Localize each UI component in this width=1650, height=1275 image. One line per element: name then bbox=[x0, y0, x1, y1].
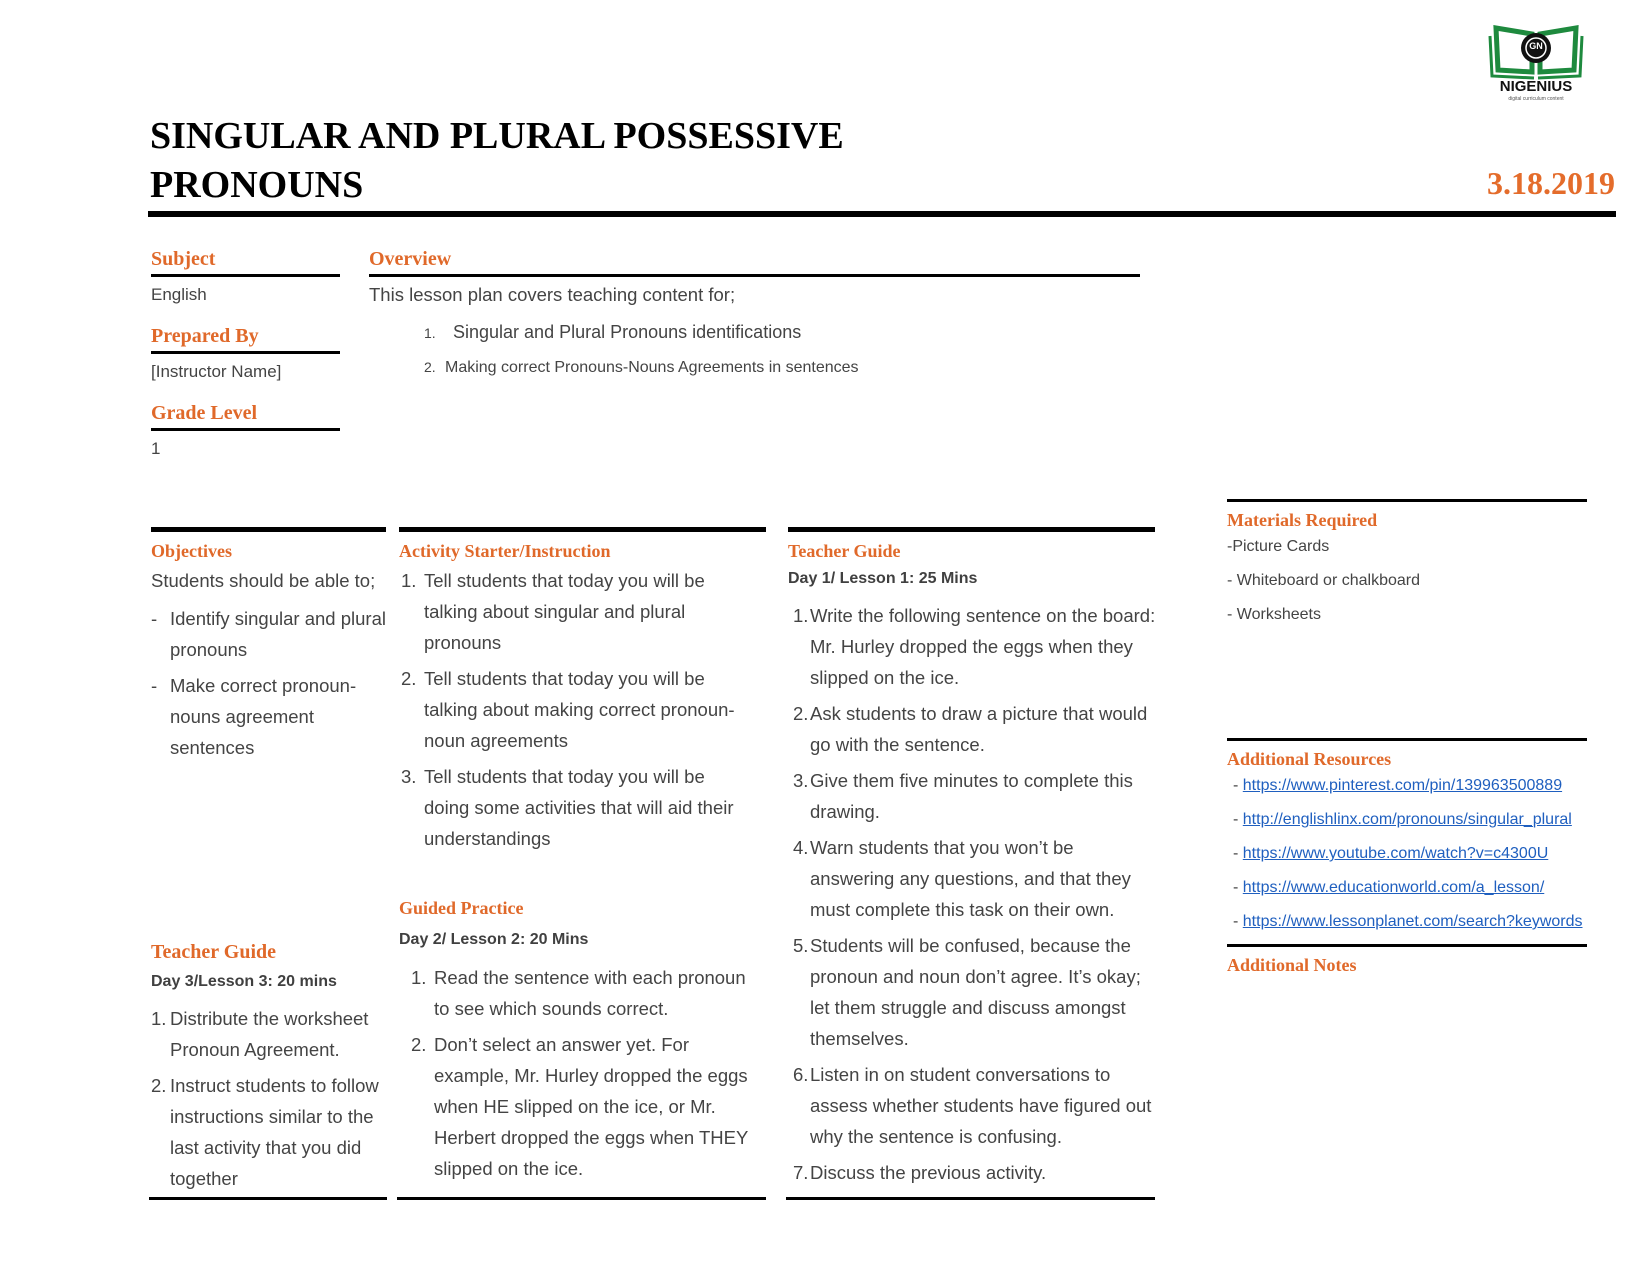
list-item bbox=[793, 600, 1163, 693]
list-item-text: Warn students that you won’t be answering any questions, and that they must complete this task on their own. bbox=[810, 837, 1131, 920]
notes-top-rule bbox=[1227, 944, 1587, 947]
list-item bbox=[411, 962, 763, 1024]
list-item bbox=[793, 1059, 1163, 1152]
materials-heading: Materials Required bbox=[1227, 510, 1378, 530]
list-item bbox=[793, 1157, 1163, 1188]
list-item-text: Listen in on student conversations to assess whether students have figured out why the sentence is confusing. bbox=[810, 1064, 1152, 1147]
list-item bbox=[793, 832, 1163, 925]
grade-level-divider bbox=[151, 428, 340, 431]
resource-item: - http://englishlinx.com/pronouns/singular_plural bbox=[1233, 811, 1572, 828]
objectives-top-rule bbox=[151, 527, 386, 532]
list-number: 4. bbox=[793, 837, 809, 858]
resource-item: - https://www.lessonplanet.com/search?keywords bbox=[1233, 913, 1583, 930]
overview-item-number: 2. bbox=[424, 359, 436, 375]
materials-list bbox=[1227, 538, 1420, 640]
list-item bbox=[151, 1070, 391, 1194]
guided-practice-heading: Guided Practice bbox=[399, 898, 524, 918]
guided-practice-list bbox=[411, 962, 763, 1184]
list-number: 2. bbox=[151, 1075, 167, 1096]
list-number: 1. bbox=[401, 570, 417, 591]
guided-practice-subheading: Day 2/ Lesson 2: 20 Mins bbox=[399, 931, 589, 948]
list-number: 2. bbox=[411, 1034, 427, 1055]
logo-name: NIGENIUS bbox=[1499, 78, 1573, 95]
overview-item bbox=[424, 359, 859, 377]
resource-link[interactable]: https://www.youtube.com/watch?v=c4300U bbox=[1242, 845, 1549, 862]
list-item-text: Instruct students to follow instructions similar to the last activity that you did together bbox=[170, 1075, 379, 1189]
prepared-by-value: [Instructor Name] bbox=[151, 362, 282, 381]
book-logo-icon bbox=[1488, 22, 1584, 80]
teacher-guide-3-subheading: Day 3/Lesson 3: 20 mins bbox=[151, 973, 337, 990]
list-item-text: Tell students that today you will be talking about making correct pronoun-noun agreements bbox=[424, 668, 735, 751]
list-item-text: Identify singular and plural pronouns bbox=[170, 608, 386, 660]
logo-tagline: digital curriculum content bbox=[1508, 96, 1564, 102]
list-item: -Picture Cards bbox=[1227, 538, 1330, 555]
list-item-text: Ask students to draw a picture that would go with the sentence. bbox=[810, 703, 1148, 755]
title-divider bbox=[148, 211, 1616, 217]
list-item bbox=[793, 930, 1163, 1054]
teacher-guide-1-top-rule bbox=[788, 527, 1155, 532]
objectives-list bbox=[151, 603, 386, 763]
column-1-bottom-rule bbox=[149, 1197, 387, 1200]
column-2-bottom-rule bbox=[397, 1197, 766, 1200]
overview-item-text: Singular and Plural Pronouns identifications bbox=[453, 322, 802, 342]
page-title bbox=[150, 112, 910, 210]
list-item-text: Tell students that today you will be doing some activities that will aid their understandings bbox=[424, 766, 734, 849]
grade-level-heading: Grade Level bbox=[151, 402, 258, 424]
list-number: 1. bbox=[151, 1008, 167, 1029]
overview-heading: Overview bbox=[369, 248, 452, 270]
list-item: - Whiteboard or chalkboard bbox=[1227, 572, 1420, 589]
list-number: 5. bbox=[793, 935, 809, 956]
resources-heading: Additional Resources bbox=[1227, 749, 1392, 769]
list-bullet: - bbox=[151, 675, 158, 696]
prepared-by-heading: Prepared By bbox=[151, 325, 259, 347]
list-item bbox=[151, 603, 386, 665]
list-item-text: Distribute the worksheet Pronoun Agreement. bbox=[170, 1008, 369, 1060]
teacher-guide-1-subheading: Day 1/ Lesson 1: 25 Mins bbox=[788, 570, 978, 587]
notes-heading: Additional Notes bbox=[1227, 955, 1357, 975]
resource-link[interactable]: http://englishlinx.com/pronouns/singular_plural bbox=[1242, 811, 1572, 828]
resources-top-rule bbox=[1227, 738, 1587, 741]
overview-intro: This lesson plan covers teaching content for; bbox=[369, 284, 736, 305]
activity-heading: Activity Starter/Instruction bbox=[399, 541, 611, 561]
title-line-1: SINGULAR AND PLURAL POSSESSIVE bbox=[150, 115, 844, 157]
list-item-text: Don’t select an answer yet. For example, Mr. Hurley dropped the eggs when HE slipped on the ice, or Mr. Herbert dropped the eggs when THEY slipped on the ice. bbox=[434, 1034, 749, 1179]
resource-link[interactable]: https://www.pinterest.com/pin/139963500889 bbox=[1242, 777, 1563, 794]
list-item bbox=[793, 765, 1163, 827]
overview-item bbox=[424, 322, 801, 343]
teacher-guide-3-list bbox=[151, 1003, 391, 1194]
list-item-text: Write the following sentence on the board: Mr. Hurley dropped the eggs when they slipped on the ice. bbox=[810, 605, 1156, 688]
list-number: 6. bbox=[793, 1064, 809, 1085]
list-number: 2. bbox=[401, 668, 417, 689]
prepared-by-divider bbox=[151, 351, 340, 354]
activity-top-rule bbox=[399, 527, 766, 532]
list-item-text: Make correct pronoun-nouns agreement sentences bbox=[170, 675, 357, 758]
list-item bbox=[151, 670, 386, 763]
teacher-guide-3-heading: Teacher Guide bbox=[151, 941, 277, 963]
list-item bbox=[793, 698, 1163, 760]
list-item-text: Tell students that today you will be talking about singular and plural pronouns bbox=[424, 570, 705, 653]
list-number: 1. bbox=[793, 605, 809, 626]
resource-item: - https://www.educationworld.com/a_lesson/ bbox=[1233, 879, 1545, 896]
subject-divider bbox=[151, 274, 340, 277]
overview-item-number: 1. bbox=[424, 325, 436, 341]
subject-heading: Subject bbox=[151, 248, 216, 270]
subject-value: English bbox=[151, 285, 207, 304]
list-number: 3. bbox=[401, 766, 417, 787]
lesson-date: 3.18.2019 bbox=[1487, 165, 1615, 201]
overview-divider bbox=[369, 274, 1140, 277]
objectives-heading: Objectives bbox=[151, 541, 232, 561]
teacher-guide-1-heading: Teacher Guide bbox=[788, 541, 901, 561]
list-item bbox=[401, 663, 753, 756]
list-item-text: Read the sentence with each pronoun to see which sounds correct. bbox=[434, 967, 746, 1019]
logo-mark: GN bbox=[1529, 41, 1543, 51]
resource-link[interactable]: https://www.educationworld.com/a_lesson/ bbox=[1242, 879, 1545, 896]
materials-top-rule bbox=[1227, 499, 1587, 502]
logo bbox=[1488, 22, 1584, 104]
list-item-text: Give them five minutes to complete this drawing. bbox=[810, 770, 1133, 822]
list-number: 7. bbox=[793, 1162, 809, 1183]
overview-item-text: Making correct Pronouns-Nouns Agreements in sentences bbox=[445, 359, 859, 376]
list-item bbox=[401, 565, 753, 658]
activity-list bbox=[401, 565, 753, 854]
title-line-2: PRONOUNS bbox=[150, 164, 364, 206]
resource-item: - https://www.pinterest.com/pin/139963500889 bbox=[1233, 777, 1563, 794]
resource-item: - https://www.youtube.com/watch?v=c4300U bbox=[1233, 845, 1549, 862]
resources-list bbox=[1233, 777, 1587, 947]
list-number: 1. bbox=[411, 967, 427, 988]
list-bullet: - bbox=[151, 608, 158, 629]
list-item bbox=[151, 1003, 391, 1065]
list-item: - Worksheets bbox=[1227, 606, 1321, 623]
list-item bbox=[401, 761, 753, 854]
list-item bbox=[411, 1029, 763, 1184]
list-number: 2. bbox=[793, 703, 809, 724]
grade-level-value: 1 bbox=[151, 439, 161, 458]
column-3-bottom-rule bbox=[786, 1197, 1155, 1200]
list-number: 3. bbox=[793, 770, 809, 791]
teacher-guide-1-list bbox=[793, 600, 1163, 1188]
list-item-text: Students will be confused, because the pronoun and noun don’t agree. It’s okay; let them struggle and discuss amongst themselves. bbox=[810, 935, 1141, 1049]
objectives-intro: Students should be able to; bbox=[151, 570, 376, 591]
list-item-text: Discuss the previous activity. bbox=[810, 1162, 1047, 1183]
resource-link[interactable]: https://www.lessonplanet.com/search?keywords bbox=[1242, 913, 1583, 930]
